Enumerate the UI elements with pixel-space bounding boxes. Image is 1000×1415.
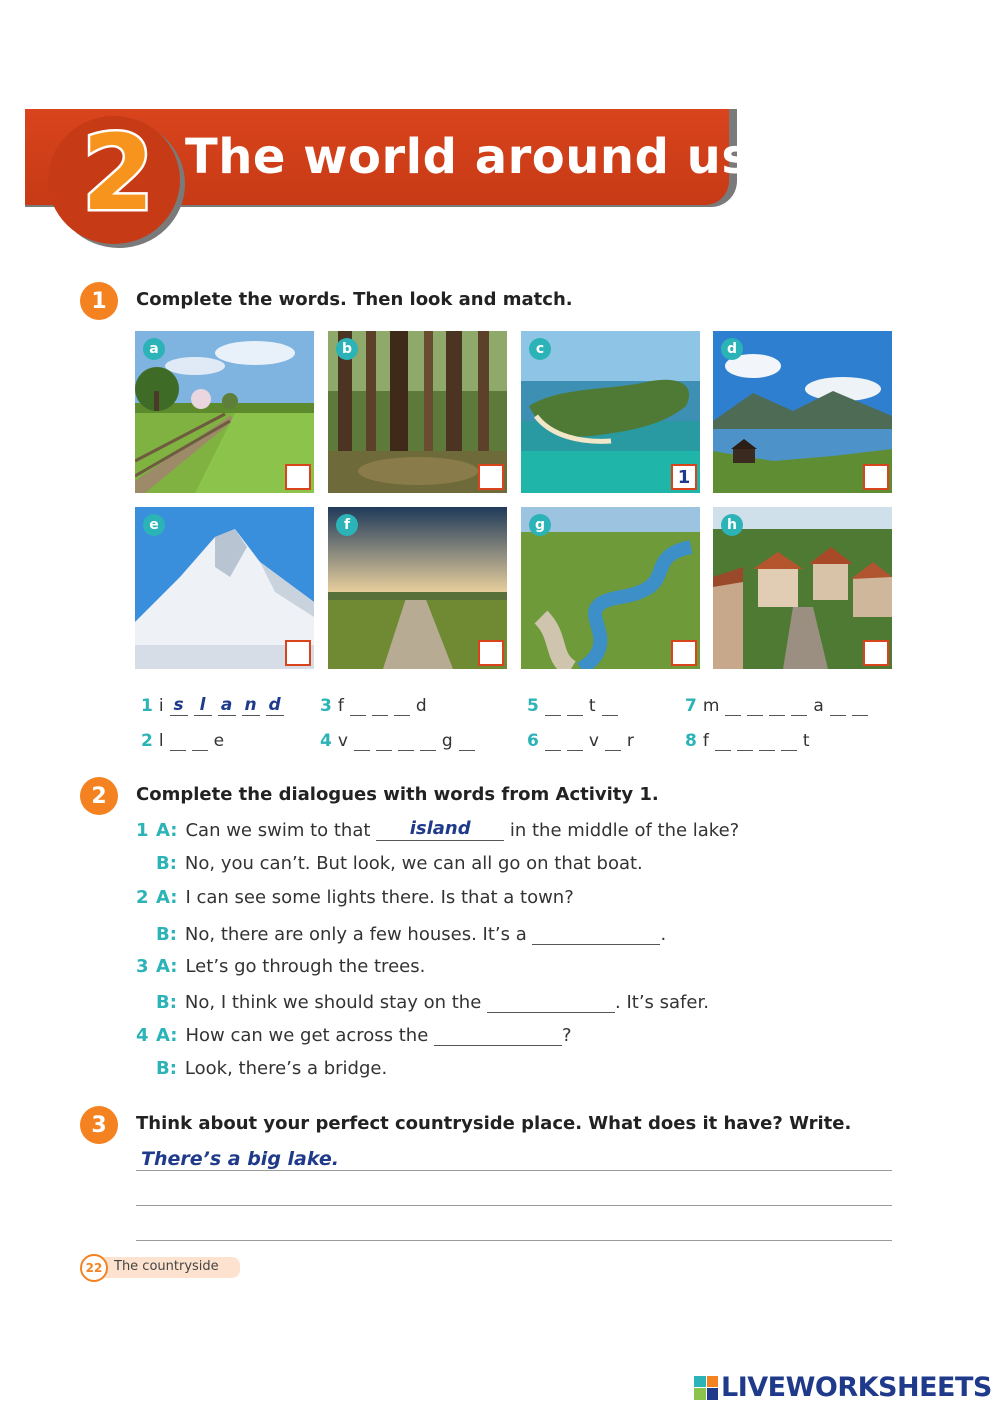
dialogue-number: 4 <box>136 1025 149 1046</box>
activity-2-number: 2 <box>80 777 118 815</box>
dialogue-number: 1 <box>136 820 149 841</box>
section-name: The countryside <box>114 1259 219 1274</box>
letter-given: f <box>702 731 709 751</box>
dialogue-text: No, you can’t. But look, we can all go on that boat. <box>184 853 643 874</box>
writing-line-1[interactable] <box>136 1170 892 1171</box>
word-puzzle-1[interactable] <box>141 692 290 716</box>
word-number: 6 <box>527 731 539 751</box>
dialogue-line <box>136 922 666 945</box>
letter-given: v <box>588 731 599 751</box>
answer-box-c[interactable]: 1 <box>671 464 697 490</box>
letter-given: t <box>588 696 596 716</box>
activity-1-number: 1 <box>80 282 118 320</box>
answer-gap[interactable] <box>487 990 615 1013</box>
photo-e-mountain <box>135 507 314 669</box>
word-puzzle-8[interactable] <box>685 727 816 751</box>
dialogue-text: No, there are only a few houses. It’s a <box>184 924 533 945</box>
letter-blank[interactable] <box>781 730 797 751</box>
word-number: 4 <box>320 731 332 751</box>
speaker-label: A: <box>156 956 178 977</box>
answer-box-a[interactable] <box>285 464 311 490</box>
letter-blank[interactable] <box>545 695 561 716</box>
answer-box-g[interactable] <box>671 640 697 666</box>
word-puzzle-4[interactable] <box>320 727 481 751</box>
letter-blank[interactable] <box>567 695 583 716</box>
word-puzzle-3[interactable] <box>320 692 433 716</box>
dialogue-text: Let’s go through the trees. <box>185 956 426 977</box>
dialogue-number: 3 <box>136 956 149 977</box>
letter-filled[interactable]: a <box>218 695 236 716</box>
dialogue-line <box>136 818 739 841</box>
photo-b-forest <box>328 331 507 493</box>
brand-text: LIVEWORKSHEETS <box>721 1372 992 1403</box>
letter-blank[interactable] <box>715 730 731 751</box>
photo-g-river <box>521 507 700 669</box>
dialogue-text-after: . <box>660 924 667 945</box>
activity-1-instruction: Complete the words. Then look and match. <box>136 289 573 310</box>
answer-gap[interactable] <box>532 922 660 945</box>
letter-blank[interactable] <box>354 730 370 751</box>
letter-blank[interactable] <box>420 730 436 751</box>
dialogue-line <box>136 1023 572 1046</box>
letter-blank[interactable] <box>830 695 846 716</box>
letter-blank[interactable] <box>398 730 414 751</box>
dialogue-text-after: in the middle of the lake? <box>504 820 740 841</box>
photo-d-lake <box>713 331 892 493</box>
letter-given: d <box>415 696 427 716</box>
liveworksheets-brand <box>694 1372 992 1403</box>
letter-blank[interactable] <box>459 730 475 751</box>
letter-given: e <box>213 731 225 751</box>
page-number: 22 <box>80 1254 108 1282</box>
photo-letter: c <box>529 338 551 360</box>
letter-blank[interactable] <box>350 695 366 716</box>
letter-given: r <box>626 731 634 751</box>
word-puzzle-6[interactable] <box>527 727 640 751</box>
letter-blank[interactable] <box>394 695 410 716</box>
letter-given: v <box>337 731 348 751</box>
dialogue-line <box>136 853 643 874</box>
answer-gap[interactable] <box>434 1023 562 1046</box>
dialogue-number: 2 <box>136 887 149 908</box>
letter-blank[interactable] <box>170 730 186 751</box>
photo-letter: e <box>143 514 165 536</box>
dialogue-line <box>136 1058 387 1079</box>
word-number: 7 <box>685 696 697 716</box>
letter-blank[interactable] <box>372 695 388 716</box>
answer-box-e[interactable] <box>285 640 311 666</box>
photo-h-village <box>713 507 892 669</box>
letter-blank[interactable] <box>769 695 785 716</box>
dialogue-text-after: ? <box>562 1025 572 1046</box>
speaker-label: A: <box>156 820 178 841</box>
liveworksheets-logo-icon <box>694 1376 718 1400</box>
dialogue-line <box>136 956 425 977</box>
word-number: 8 <box>685 731 697 751</box>
speaker-label: B: <box>156 1058 177 1079</box>
speaker-label: A: <box>156 1025 178 1046</box>
letter-blank[interactable] <box>545 730 561 751</box>
letter-filled[interactable]: s <box>170 695 188 716</box>
dialogue-text: Look, there’s a bridge. <box>184 1058 388 1079</box>
photo-f-path <box>328 507 507 669</box>
letter-blank[interactable] <box>376 730 392 751</box>
letter-blank[interactable] <box>737 730 753 751</box>
example-answer: There’s a big lake. <box>141 1148 339 1170</box>
speaker-label: A: <box>156 887 178 908</box>
letter-given: a <box>813 696 824 716</box>
answer-box-f[interactable] <box>478 640 504 666</box>
letter-given: m <box>702 696 720 716</box>
letter-blank[interactable] <box>791 695 807 716</box>
photo-a-fields <box>135 331 314 493</box>
answer-box-b[interactable] <box>478 464 504 490</box>
photo-letter: b <box>336 338 358 360</box>
answer-gap[interactable]: island <box>376 818 504 841</box>
word-number: 5 <box>527 696 539 716</box>
word-number: 1 <box>141 696 153 716</box>
speaker-label: B: <box>156 924 177 945</box>
dialogue-line <box>136 887 574 908</box>
letter-blank[interactable] <box>567 730 583 751</box>
word-puzzle-7[interactable] <box>685 692 874 716</box>
speaker-label: B: <box>156 992 177 1013</box>
letter-blank[interactable] <box>759 730 775 751</box>
letter-filled[interactable]: d <box>266 695 284 716</box>
speaker-label: B: <box>156 853 177 874</box>
answer-box-d[interactable] <box>863 464 889 490</box>
letter-blank[interactable] <box>605 730 621 751</box>
photo-letter: h <box>721 514 743 536</box>
letter-given: t <box>802 731 810 751</box>
letter-blank[interactable] <box>725 695 741 716</box>
answer-box-h[interactable] <box>863 640 889 666</box>
word-puzzle-5[interactable] <box>527 692 624 716</box>
activity-2-instruction: Complete the dialogues with words from Activity 1. <box>136 784 659 805</box>
dialogue-text-after: . It’s safer. <box>615 992 709 1013</box>
letter-given: l <box>158 731 164 751</box>
photo-letter: a <box>143 338 165 360</box>
word-number: 2 <box>141 731 153 751</box>
letter-blank[interactable] <box>192 730 208 751</box>
dialogue-text: How can we get across the <box>185 1025 434 1046</box>
word-number: 3 <box>320 696 332 716</box>
letter-blank[interactable] <box>602 695 618 716</box>
photo-letter: f <box>336 514 358 536</box>
photo-c-island <box>521 331 700 493</box>
photo-letter: d <box>721 338 743 360</box>
letter-given: i <box>158 696 164 716</box>
unit-number: 2 <box>81 112 155 234</box>
letter-given: g <box>441 731 453 751</box>
page-title: The world around us <box>185 129 751 185</box>
letter-filled[interactable]: l <box>194 695 212 716</box>
activity-3-instruction: Think about your perfect countryside place. What does it have? Write. <box>136 1113 852 1134</box>
letter-blank[interactable] <box>747 695 763 716</box>
writing-line-2[interactable] <box>136 1205 892 1206</box>
photo-letter: g <box>529 514 551 536</box>
dialogue-text: Can we swim to that <box>185 820 377 841</box>
activity-3-number: 3 <box>80 1106 118 1144</box>
letter-given: f <box>337 696 344 716</box>
dialogue-text: I can see some lights there. Is that a town? <box>185 887 574 908</box>
writing-line-3[interactable] <box>136 1240 892 1241</box>
letter-filled[interactable]: n <box>242 695 260 716</box>
word-puzzle-2[interactable] <box>141 727 230 751</box>
dialogue-text: No, I think we should stay on the <box>184 992 488 1013</box>
dialogue-line <box>136 990 709 1013</box>
letter-blank[interactable] <box>852 695 868 716</box>
